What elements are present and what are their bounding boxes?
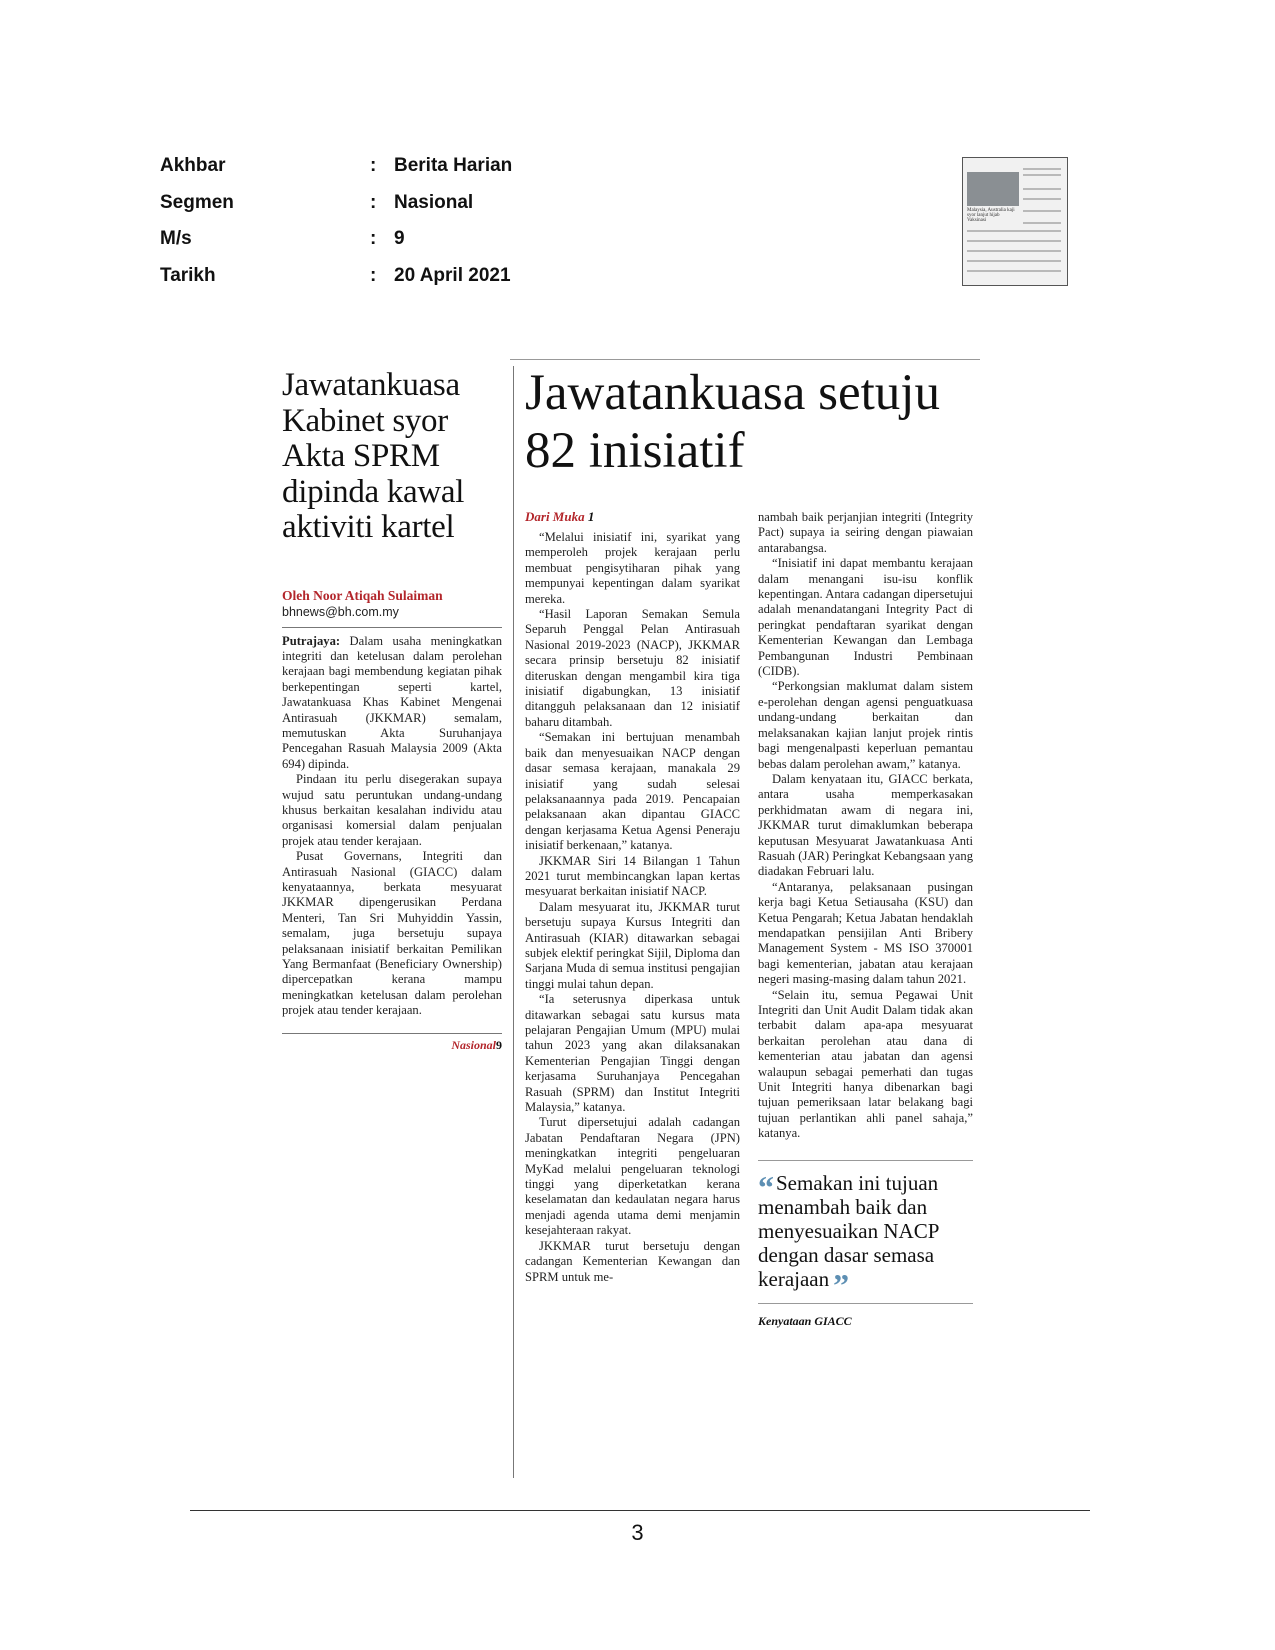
thumbnail-text-line [967,250,1061,252]
thumbnail-text-line [967,240,1061,242]
thumbnail-text-line [1023,188,1061,190]
pull-quote [758,1168,973,1303]
top-rule [510,359,980,360]
section-name: Nasional [451,1037,496,1052]
paragraph: JKKMAR Siri 14 Bilangan 1 Tahun 2021 turut membincangkan lapan kertas mesyuarat berkaitan inisiatif NACP. [525,853,740,899]
continued-from [525,509,594,525]
close-quote-icon: ” [833,1266,850,1303]
meta-row-date [160,258,512,295]
meta-label: Akhbar [160,155,226,177]
byline-email: bhnews@bh.com.my [282,604,399,619]
quote-rule [758,1160,973,1161]
meta-row-newspaper [160,148,512,185]
paragraph: “Inisiatif ini dapat membantu kerajaan dalam menangani isu-isu konflik kepentingan. Antara cadangan dipersetujui adalah menandatangani Integrity Pact di peringkat pendaftaran syarikat dengan Kementerian Kewangan dan Lembaga Pembangunan Industri Pembinaan (CIDB). [758,556,973,679]
open-quote-icon: “ [758,1168,774,1205]
paragraph: Turut dipersetujui adalah cadangan Jabatan Pendaftaran Negara (JPN) meningkatkan integriti pengeluaran MyKad melalui pengeluaran teknologi tinggi yang diperketatkan kerana keselamatan dan kedaulatan negara harus menjadi agenda utama demi menjamin kesejahteraan rakyat. [525,1115,740,1238]
meta-row-page [160,221,512,258]
page-number: 3 [631,1520,644,1545]
main-article-column-1 [525,530,740,1285]
section-footer [282,1033,502,1053]
column-body [758,510,973,1142]
column-divider [513,366,514,1478]
meta-row-segment [160,185,512,222]
paragraph: Pusat Governans, Integriti dan Antirasuah Nasional (GIACC) dalam kenyataannya, berkata mesyuarat JKKMAR dipengerusikan Perdana Menteri, Tan Sri Muhyiddin Yassin, semalam, juga bersetuju supaya pelaksanaan inisiatif berkaitan Pemilikan Yang Bermanfaat (Beneficiary Ownership) dipercepatkan kerana mampu meningkatkan ketelusan dalam perolehan projek atau tender kerajaan. [282,849,502,1018]
meta-label: Tarikh [160,264,216,286]
quote-rule [758,1303,973,1304]
meta-colon: : [370,191,377,213]
section-page: 9 [496,1037,502,1052]
meta-label: Segmen [160,191,234,213]
thumbnail-headline: Malaysia, Australia kaji syor lanjut hijab Vaksinasi [967,208,1015,223]
thumbnail-photo [967,172,1019,206]
continued-from-page: 1 [587,509,595,524]
quote-attribution: Kenyataan GIACC [758,1313,852,1328]
side-article [282,368,502,1053]
meta-colon: : [370,264,377,286]
paragraph-text: Dalam usaha meningkatkan integriti dan ketelusan dalam perolehan kerajaan bagi membendung kegiatan pihak berkepentingan seperti kartel, Jawatankuasa Khas Kabinet Mengenai Antirasuah (JKKMAR) semalam, memutuskan Akta Suruhanjaya Pencegahan Rasuah Malaysia 2009 (Akta 694) dipinda. [282,633,502,771]
paragraph: “Semakan ini bertujuan menambah baik dan menyesuaikan NACP dengan dasar semasa kerajaan, manakala 29 inisiatif yang sudah selesai pelaksanaannya pada 2019. Pencapaian pelaksanaan akan dipantau GIACC dengan kerjasama Ketua Agensi Peneraju inisiatif berkenaan,” katanya. [525,730,740,853]
paragraph [282,634,502,773]
page-thumbnail [962,157,1068,286]
paragraph: “Selain itu, semua Pegawai Unit Integriti dan Unit Audit Dalam tidak akan terbabit dalam apa-apa mesyuarat berkaitan perolehan atau dana di kementerian atau jabatan dan agensi walaupun sebagai pemerhati dan tugas Unit Integriti hanya dibenarkan bagi tujuan pemeriksaan latar belakang bagi tujuan perlantikan ahli panel sahaja,” katanya. [758,987,973,1141]
pull-quote-text: Semakan ini tujuan menambah baik dan menyesuaikan NACP dengan dasar semasa kerajaan [758,1170,939,1291]
paragraph: nambah baik perjanjian integriti (Integrity Pact) supaya ia seiring dengan piawaian antarabangsa. [758,510,973,555]
footer-rule [190,1510,1090,1511]
meta-value: 9 [394,228,405,250]
continued-from-label: Dari Muka [525,509,585,524]
thumbnail-text-line [1023,168,1061,170]
paragraph: “Hasil Laporan Semakan Semula Separuh Penggal Pelan Antirasuah Nasional 2019-2023 (NACP), JKKMAR secara prinsip bersetuju 82 inisiatif diteruskan dengan mengambil kira tiga inisiatif digabungkan, 13 inisiatif ditangguh pelaksanaan dan 12 inisiatif baharu ditambah. [525,607,740,729]
paragraph: “Ia seterusnya diperkasa untuk ditawarkan sebagai satu kursus mata pelajaran Pengajian Umum (MPU) mulai tahun 2023 yang akan dilaksanakan Kementerian Pengajian Tinggi dengan kerjasama Suruhanjaya Pencegahan Rasuah (SPRM) dan Institut Integriti Malaysia,” katanya. [525,992,740,1115]
main-headline: Jawatankuasa setuju 82 inisiatif [525,365,940,479]
thumbnail-text-line [1023,210,1061,212]
thumbnail-text-line [967,270,1061,272]
meta-colon: : [370,155,377,177]
byline: Oleh Noor Atiqah Sulaiman [282,587,443,603]
dateline: Putrajaya: [282,633,341,648]
paragraph: “Antaranya, pelaksanaan pusingan kerja bagi Ketua Setiausaha (KSU) dan Ketua Pengarah; Ketua Jabatan hendaklah mendapatkan pensijilan Anti Bribery Management System - MS ISO 370001 bagi kementerian, jabatan atau kerajaan negeri masing-masing dalam tahun 2021. [758,879,973,987]
article-metadata [160,148,512,294]
thumbnail-text-line [1023,174,1061,176]
paragraph: Dalam mesyuarat itu, JKKMAR turut bersetuju supaya Kursus Integriti dan Antirasuah (KIAR) ditawarkan sebagai subjek elektif peringkat Sijil, Diploma dan Sarjana Muda di semua institusi pengajian tinggi mulai tahun depan. [525,899,740,991]
main-article-column-2 [758,510,973,1329]
thumbnail-text-line [1023,222,1061,224]
side-headline: Jawatankuasa Kabinet syor Akta SPRM dipinda kawal aktiviti kartel [282,367,465,545]
meta-label: M/s [160,228,192,250]
thumbnail-text-line [1023,198,1061,200]
meta-value: Nasional [394,191,474,213]
side-rule [282,627,502,628]
thumbnail-text-line [967,260,1061,262]
meta-value: Berita Harian [394,155,513,177]
thumbnail-text-line [967,230,1061,232]
side-article-body [282,634,502,1019]
paragraph: Dalam kenyataan itu, GIACC berkata, antara usaha memperkasakan perkhidmatan awam di negara ini, JKKMAR turut dimaklumkan beberapa keputusan Mesyuarat Jawatankuasa Anti Rasuah (JAR) Peringkat Kebangsaan yang diadakan Februari lalu. [758,771,973,879]
newspaper-clipping [280,358,985,1480]
paragraph: “Melalui inisiatif ini, syarikat yang memperoleh projek kerajaan perlu membuat pengisytiharan pihak yang mempunyai kepentingan dalam syarikat mereka. [525,530,740,606]
paragraph: Pindaan itu perlu disegerakan supaya wujud satu peruntukan undang-undang khusus berkaitan kesalahan individu atau organisasi komersial dalam penjualan projek atau tender kerajaan. [282,772,502,848]
meta-colon: : [370,228,377,250]
paragraph: “Perkongsian maklumat dalam sistem e-perolehan dengan agensi penguatkuasa undang-undang berkaitan dan melaksanakan kajian lanjut projek rintis bagi mengenalpasti keperluan pemantau bebas dalam perolehan awam,” katanya. [758,679,973,771]
meta-value: 20 April 2021 [394,264,511,286]
paragraph: JKKMAR turut bersetuju dengan cadangan Kementerian Kewangan dan SPRM untuk me- [525,1238,740,1284]
